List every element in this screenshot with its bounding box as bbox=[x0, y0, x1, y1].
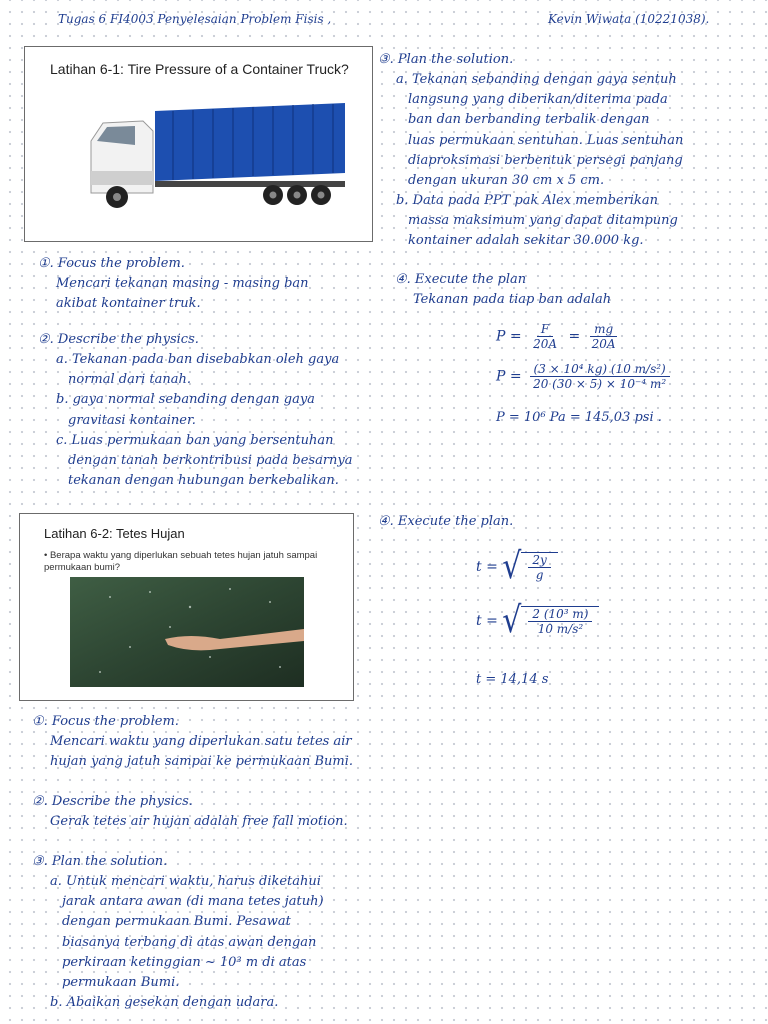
section-heading: ②. Describe the physics. bbox=[38, 332, 199, 347]
p1-equation-result: P = 10⁶ Pa = 145,03 psi . bbox=[496, 410, 662, 425]
truck-container bbox=[155, 103, 345, 181]
p1-focus-section: ①. Focus the problem. Mencari tekanan masing - masing ban akibat kontainer truk. bbox=[38, 256, 309, 312]
p1-plan-section: ③. Plan the solution. a. Tekanan sebanding dengan gaya sentuh langsung yang diberikan/diterima pada ban dan berbanding terbalik dengan luas permukaan sentuhan. Luas sentuhan diaproksimasi berbentuk persegi panjang dengan ukuran 30 cm x 5 cm. b. Data pada PPT pak Alex memberikan massa maksimum yang dapat ditampung kontainer adalah sekitar 30.000 kg. bbox=[378, 52, 684, 249]
slide-card-tire-pressure bbox=[24, 46, 373, 242]
slide-title: Latihan 6-2: Tetes Hujan bbox=[44, 526, 185, 541]
assignment-title: Tugas 6 FI4003 Penyelesaian Problem Fisis , bbox=[58, 12, 332, 26]
p2-describe-section: ②. Describe the physics. Gerak tetes air hujan adalah free fall motion. bbox=[32, 794, 348, 830]
container-truck-image bbox=[83, 101, 353, 211]
p2-equation-substitution: t = √ $\frac{\text{2 (10³ m)}}{\text{10 m/s²}}$ bbox=[476, 606, 599, 636]
p1-describe-section: ②. Describe the physics. a. Tekanan pada ban disebabkan oleh gaya normal dari tanah. b. gaya normal sebanding dengan gaya gravitasi kontainer. c. Luas permukaan ban yang bersentuhan dengan tanah berkontribusi pada besarnya tekanan dengan hubungan berkebalikan. bbox=[38, 332, 353, 488]
section-heading: ④. Execute the plan bbox=[395, 272, 527, 287]
section-heading: ④. Execute the plan. bbox=[378, 514, 514, 529]
p1-equation-substitution: P = $\frac{\text{(3 × 10⁴ kg) (10 m/s²)}}{\text{20 (30 × 5) × 10⁻⁴ m²}}$ bbox=[496, 362, 673, 391]
p2-focus-section: ①. Focus the problem. Mencari waktu yang diperlukan satu tetes air hujan yang jatuh sampai ke permukaan Bumi. bbox=[32, 714, 354, 770]
section-heading: ③. Plan the solution. bbox=[378, 52, 514, 67]
slide-title: Latihan 6-1: Tire Pressure of a Container Truck? bbox=[50, 61, 349, 77]
p2-equation-result: t = 14,14 s bbox=[476, 672, 549, 687]
p1-execute-section: ④. Execute the plan Tekanan pada tiap ban adalah bbox=[395, 272, 612, 308]
rain-hand-image bbox=[70, 577, 304, 687]
p2-plan-section: ③. Plan the solution. a. Untuk mencari waktu, harus diketahui jarak antara awan (di mana tetes jatuh) dengan permukaan Bumi. Pesawat biasanya terbang di atas awan dengan perkiraan ketinggian ~ 10³ m di atas permukaan Bumi. b. Abaikan gesekan dengan udara. bbox=[32, 854, 324, 1010]
slide-card-rain-drop bbox=[19, 513, 354, 701]
slide-bullet: • Berapa waktu yang diperlukan sebuah tetes hujan jatuh sampai permukaan bumi? bbox=[44, 550, 318, 574]
page-header bbox=[58, 10, 331, 29]
author-name: Kevin Wiwata (10221038). bbox=[548, 12, 710, 26]
section-heading: ③. Plan the solution. bbox=[32, 854, 168, 869]
section-heading: ①. Focus the problem. bbox=[38, 256, 185, 271]
p2-equation-time-formula: t = √ $\frac{2y}{g}$ bbox=[476, 552, 558, 582]
section-heading: ②. Describe the physics. bbox=[32, 794, 193, 809]
p2-execute-section bbox=[378, 512, 513, 532]
section-heading: ①. Focus the problem. bbox=[32, 714, 179, 729]
p1-equation-pressure-definition: P = $\frac{F}{20A}$ = $\frac{mg}{20A}$ bbox=[496, 322, 616, 351]
